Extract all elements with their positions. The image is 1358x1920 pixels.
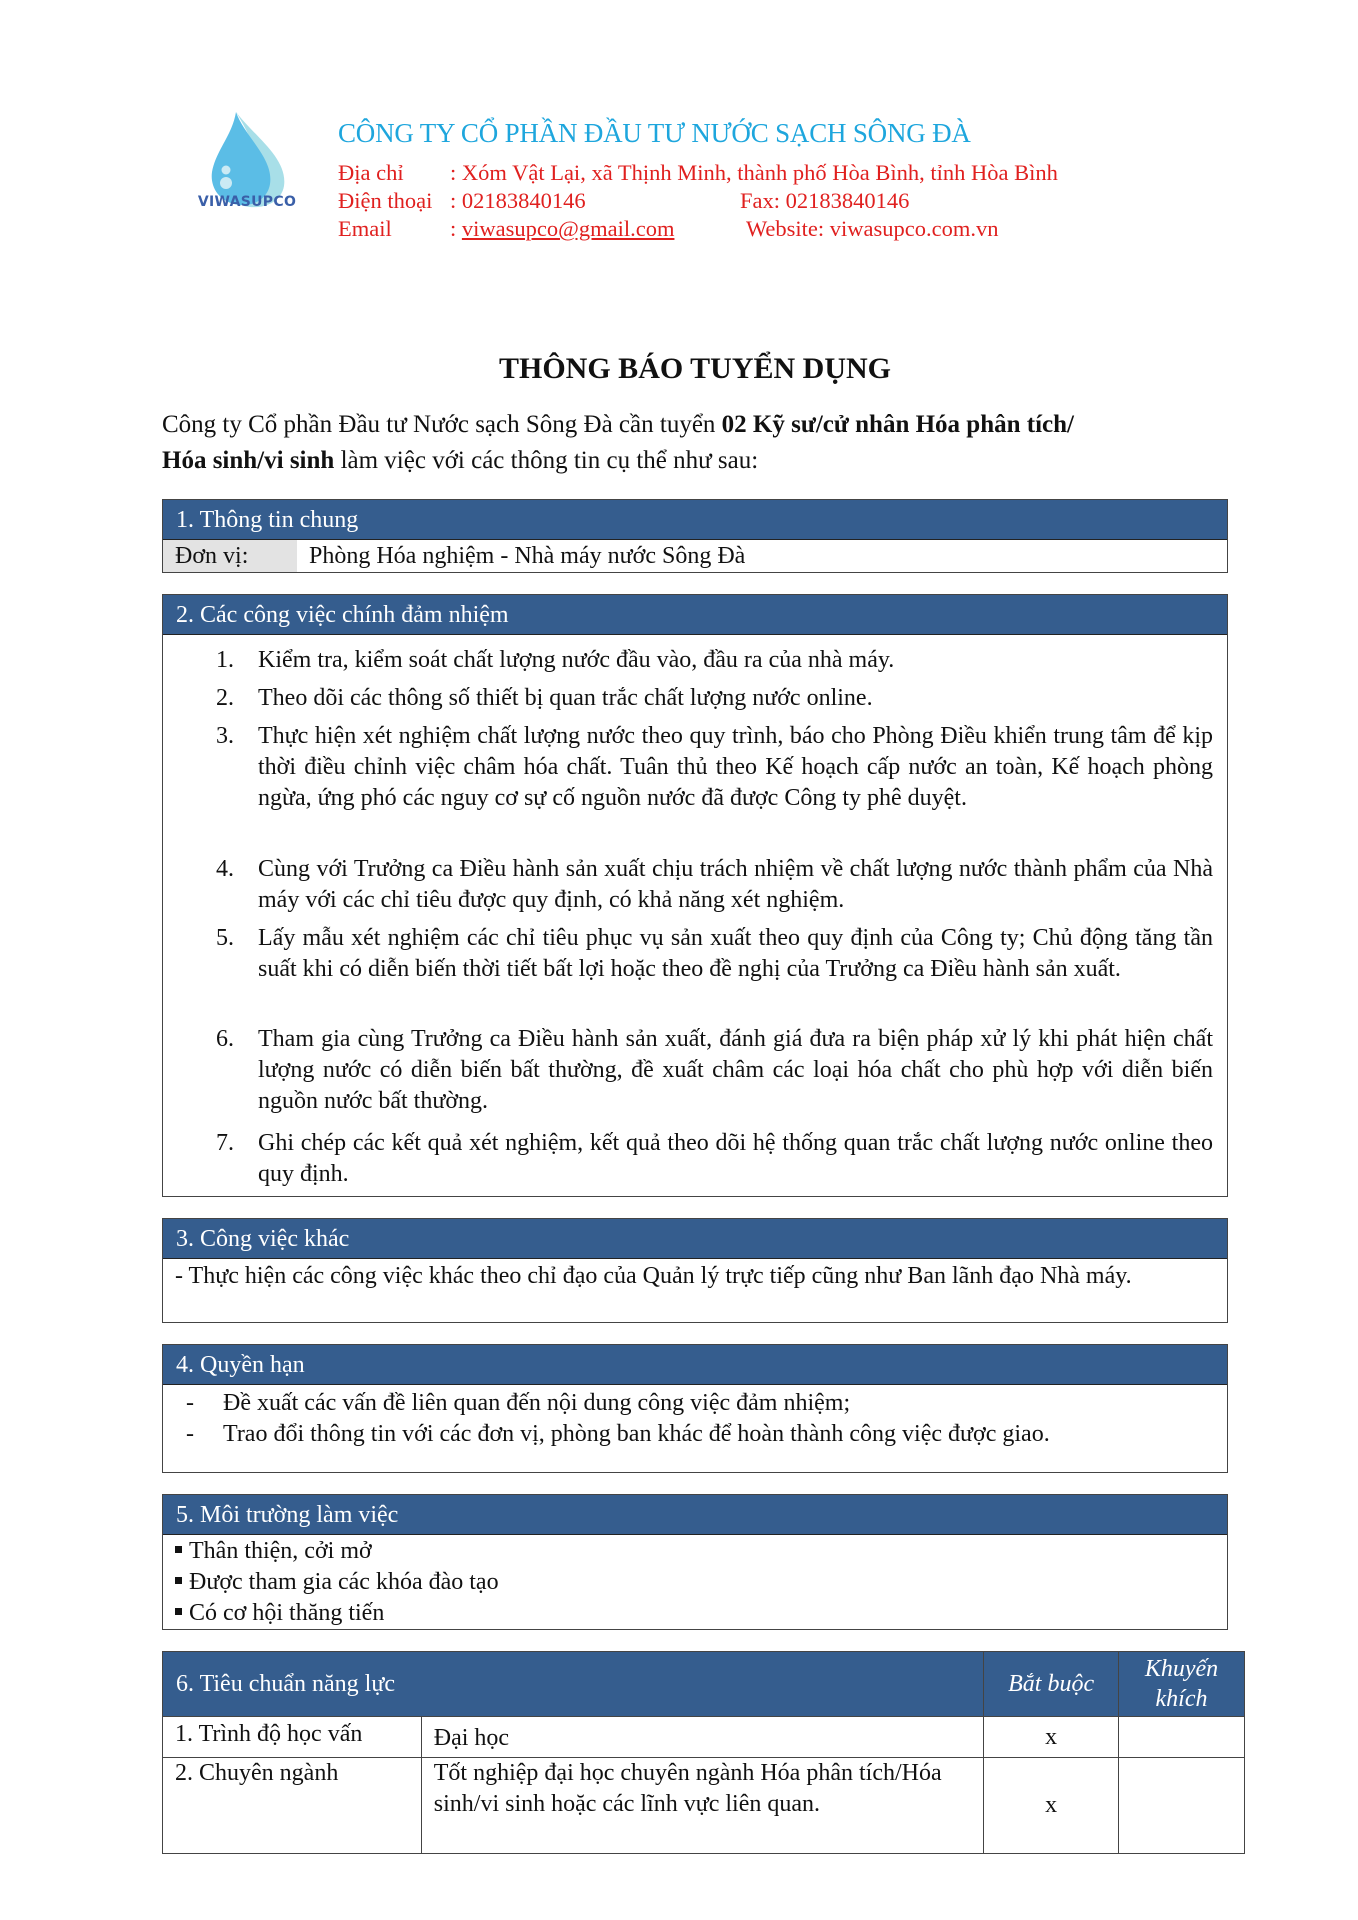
- dash-bullet: -: [186, 1421, 194, 1447]
- item-number: 6.: [216, 1026, 234, 1052]
- section-main-duties: [162, 594, 1228, 1197]
- item-text: Được tham gia các khóa đào tạo: [189, 1569, 499, 1595]
- col-required-header: Bắt buộc: [984, 1652, 1119, 1717]
- unit-value: Phòng Hóa nghiệm - Nhà máy nước Sông Đà: [309, 543, 746, 569]
- fax-value: Fax: 02183840146: [740, 188, 910, 213]
- list-item: [216, 1024, 1213, 1117]
- list-item: [175, 1536, 1130, 1567]
- address-value: : Xóm Vật Lại, xã Thịnh Minh, thành phố Hòa Bình, tỉnh Hòa Bình: [450, 160, 1058, 185]
- detail-cell: Đại học: [421, 1717, 983, 1758]
- website-value: Website: viwasupco.com.vn: [746, 216, 999, 241]
- item-text: Trao đổi thông tin với các đơn vị, phòng ban khác để hoàn thành công việc được giao.: [223, 1421, 1050, 1447]
- item-number: 5.: [216, 925, 234, 951]
- address-line: [338, 160, 1058, 186]
- unit-label: Đơn vị:: [163, 540, 297, 572]
- unit-row: [163, 540, 1227, 572]
- intro-position-bold-2: Hóa sinh/vi sinh: [162, 447, 335, 474]
- section-header: 2. Các công việc chính đảm nhiệm: [163, 595, 1227, 635]
- phone-line: [338, 188, 586, 214]
- list-item: [175, 1598, 1130, 1629]
- item-text: Tham gia cùng Trưởng ca Điều hành sản xuất, đánh giá đưa ra biện pháp xử lý khi phát hiện chất lượng nước có diễn biến bất thường, đề xuất châm các loại hóa chất cho phù hợp với diễn biến nguồn nước bất thường.: [258, 1026, 1213, 1114]
- section-header: 5. Môi trường làm việc: [163, 1495, 1227, 1535]
- item-number: 3.: [216, 723, 234, 749]
- section-other-duties: [162, 1218, 1228, 1323]
- list-item: [186, 1388, 1203, 1419]
- document-title: THÔNG BÁO TUYỂN DỤNG: [499, 352, 891, 385]
- section-authority: [162, 1344, 1228, 1473]
- email-link[interactable]: viwasupco@gmail.com: [461, 216, 675, 241]
- section-header: 3. Công việc khác: [163, 1219, 1227, 1259]
- list-item: [186, 1419, 1203, 1450]
- criterion-cell: 1. Trình độ học vấn: [163, 1717, 422, 1758]
- square-bullet-icon: [175, 1546, 182, 1553]
- square-bullet-icon: [175, 1577, 182, 1584]
- other-duties-text: - Thực hiện các công việc khác theo chỉ đạo của Quản lý trực tiếp cũng như Ban lãnh đạo Nhà máy.: [175, 1263, 1132, 1289]
- item-text: Theo dõi các thông số thiết bị quan trắc chất lượng nước online.: [258, 685, 873, 711]
- col-encouraged-line-2: khích: [1155, 1686, 1208, 1712]
- item-number: 7.: [216, 1130, 234, 1156]
- item-text: Kiểm tra, kiểm soát chất lượng nước đầu vào, đầu ra của nhà máy.: [258, 647, 895, 673]
- table-header-row: [163, 1652, 1245, 1717]
- square-bullet-icon: [175, 1608, 182, 1615]
- item-text: Thực hiện xét nghiệm chất lượng nước theo quy trình, báo cho Phòng Điều khiển trung tâm để kịp thời điều chỉnh việc châm hóa chất. Tuân thủ theo Kế hoạch cấp nước an toàn, Kế hoạch phòng ngừa, ứng phó các nguy cơ sự cố nguồn nước đã được Công ty phê duyệt.: [258, 723, 1213, 811]
- item-text: Cùng với Trưởng ca Điều hành sản xuất chịu trách nhiệm về chất lượng nước thành phẩm của Nhà máy với các chỉ tiêu được quy định, có khả năng xét nghiệm.: [258, 856, 1213, 913]
- list-item: [175, 1567, 1130, 1598]
- email-colon: :: [450, 216, 462, 241]
- company-name: CÔNG TY CỔ PHẦN ĐẦU TƯ NƯỚC SẠCH SÔNG ĐÀ: [338, 118, 971, 148]
- intro-text: Công ty Cổ phần Đầu tư Nước sạch Sông Đà cần tuyển: [162, 411, 722, 438]
- section-work-environment: [162, 1494, 1228, 1630]
- intro-text-2: làm việc với các thông tin cụ thể như sau:: [334, 447, 759, 474]
- col-encouraged-header: [1119, 1652, 1245, 1717]
- intro-line-2: [162, 447, 1228, 475]
- encouraged-cell: [1119, 1717, 1245, 1758]
- table-row: [163, 1717, 1245, 1758]
- item-number: 1.: [216, 647, 234, 673]
- section-header: 4. Quyền hạn: [163, 1345, 1227, 1385]
- section-header: 6. Tiêu chuẩn năng lực: [163, 1652, 984, 1717]
- list-item: [216, 854, 1213, 916]
- logo-wordmark: VIWASUPCO: [197, 194, 297, 210]
- list-item: [216, 923, 1213, 985]
- item-text: Ghi chép các kết quả xét nghiệm, kết quả theo dõi hệ thống quan trắc chất lượng nước online theo quy định.: [258, 1130, 1213, 1187]
- encouraged-cell: [1119, 1758, 1245, 1854]
- list-item: [216, 721, 1213, 814]
- phone-label: Điện thoại: [338, 188, 433, 213]
- detail-cell: Tốt nghiệp đại học chuyên ngành Hóa phân tích/Hóa sinh/vi sinh hoặc các lĩnh vực liên quan.: [421, 1758, 983, 1854]
- required-cell: x: [984, 1758, 1119, 1854]
- email-label: Email: [338, 216, 392, 241]
- dash-bullet: -: [186, 1390, 194, 1416]
- phone-value: : 02183840146: [450, 188, 586, 213]
- section-general-info: [162, 499, 1228, 573]
- list-item: [216, 645, 1213, 676]
- item-text: Đề xuất các vấn đề liên quan đến nội dung công việc đảm nhiệm;: [223, 1390, 851, 1416]
- item-number: 4.: [216, 856, 234, 882]
- table-row: [163, 1758, 1245, 1854]
- criterion-cell: 2. Chuyên ngành: [163, 1758, 422, 1854]
- section-header: 1. Thông tin chung: [163, 500, 1227, 540]
- competency-table: [162, 1651, 1245, 1854]
- col-encouraged-line-1: Khuyến: [1144, 1656, 1219, 1682]
- intro-line-1: [162, 411, 1228, 439]
- item-number: 2.: [216, 685, 234, 711]
- item-text: Có cơ hội thăng tiến: [189, 1600, 385, 1626]
- item-text: Thân thiện, cởi mở: [189, 1538, 372, 1564]
- list-item: [216, 683, 1213, 714]
- intro-position-bold: 02 Kỹ sư/cử nhân Hóa phân tích/: [721, 411, 1074, 438]
- required-cell: x: [984, 1717, 1119, 1758]
- item-text: Lấy mẫu xét nghiệm các chỉ tiêu phục vụ sản xuất theo quy định của Công ty; Chủ động tăng tần suất khi có diễn biến thời tiết bất lợi hoặc theo đề nghị của Trưởng ca Điều hành sản xuất.: [258, 925, 1213, 982]
- address-label: Địa chỉ: [338, 160, 404, 185]
- email-line: [338, 216, 674, 242]
- list-item: [216, 1128, 1213, 1190]
